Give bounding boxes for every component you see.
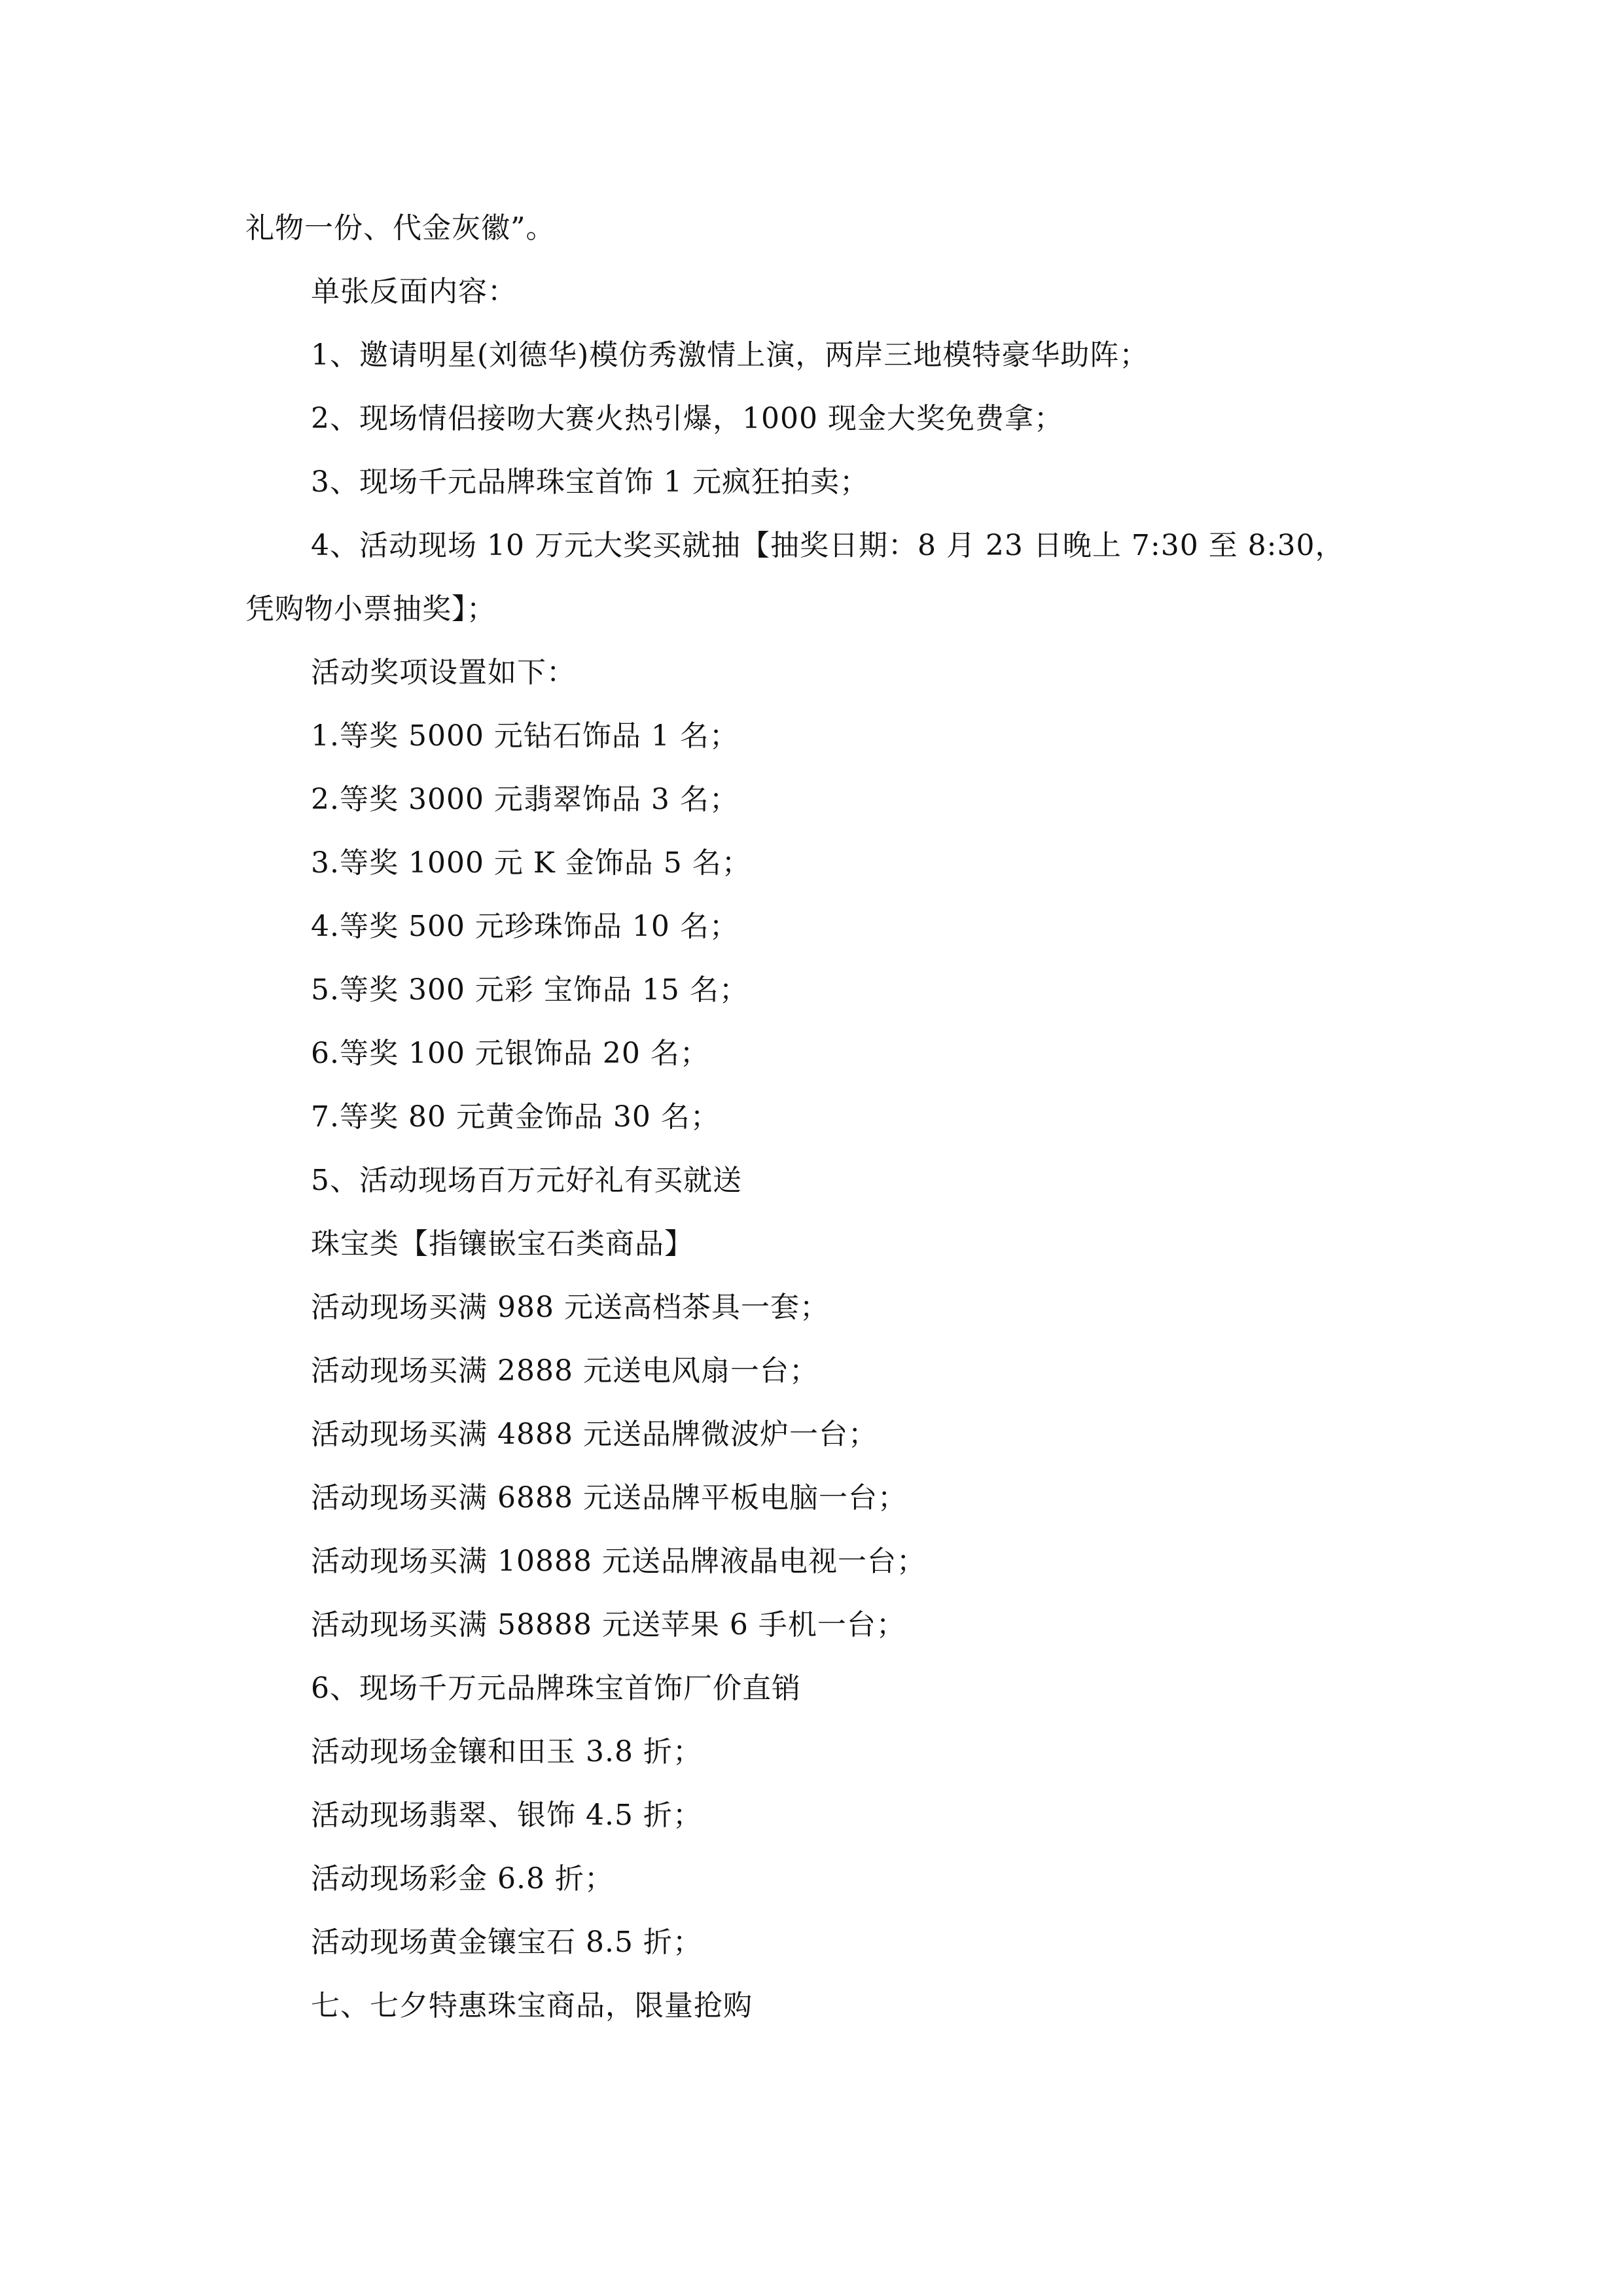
section-heading: 七、七夕特惠珠宝商品，限量抢购 [311, 1989, 753, 2022]
list-item-continuation: 凭购物小票抽奖】； [245, 592, 496, 626]
discount-item: 活动现场彩金 6.8 折； [311, 1862, 614, 1895]
gift-item: 活动现场买满 988 元送高档茶具一套； [311, 1291, 829, 1324]
sub-heading: 珠宝类【指镶嵌宝石类商品】 [311, 1227, 694, 1261]
section-heading: 单张反面内容： [311, 275, 517, 308]
prize-item: 2.等奖 3000 元翡翠饰品 3 名； [311, 783, 739, 816]
prize-item: 1.等奖 5000 元钻石饰品 1 名； [311, 719, 739, 753]
list-item: 5、活动现场百万元好礼有买就送 [311, 1164, 742, 1197]
document-body [245, 196, 1423, 2037]
prize-item: 4.等奖 500 元珍珠饰品 10 名； [311, 910, 739, 943]
list-item: 3、现场千元品牌珠宝首饰 1 元疯狂拍卖； [311, 465, 869, 499]
prize-item: 6.等奖 100 元银饰品 20 名； [311, 1037, 709, 1070]
gift-item: 活动现场买满 58888 元送苹果 6 手机一台； [311, 1608, 906, 1641]
section-heading: 活动奖项设置如下： [311, 656, 576, 689]
paragraph-continuation: 礼物一份、代金灰徽”。 [245, 211, 556, 245]
list-item: 2、现场情侣接吻大赛火热引爆，1000 现金大奖免费拿； [311, 402, 1063, 435]
discount-item: 活动现场翡翠、银饰 4.5 折； [311, 1799, 702, 1832]
gift-item: 活动现场买满 2888 元送电风扇一台； [311, 1354, 819, 1388]
prize-item: 7.等奖 80 元黄金饰品 30 名； [311, 1100, 720, 1134]
prize-item: 3.等奖 1000 元 K 金饰品 5 名； [311, 846, 751, 880]
gift-item: 活动现场买满 10888 元送品牌液晶电视一台； [311, 1545, 926, 1578]
prize-item: 5.等奖 300 元彩 宝饰品 15 名； [311, 973, 749, 1007]
list-item: 1、邀请明星(刘德华)模仿秀激情上演，两岸三地模特豪华助阵； [311, 338, 1149, 372]
discount-item: 活动现场黄金镶宝石 8.5 折； [311, 1926, 702, 1959]
discount-item: 活动现场金镶和田玉 3.8 折； [311, 1735, 702, 1768]
list-item: 6、现场千万元品牌珠宝首饰厂价直销 [311, 1672, 801, 1705]
list-item: 4、活动现场 10 万元大奖买就抽【抽奖日期：8 月 23 日晚上 7:30 至 8:30， [311, 529, 1345, 562]
gift-item: 活动现场买满 6888 元送品牌平板电脑一台； [311, 1481, 907, 1515]
gift-item: 活动现场买满 4888 元送品牌微波炉一台； [311, 1418, 878, 1451]
